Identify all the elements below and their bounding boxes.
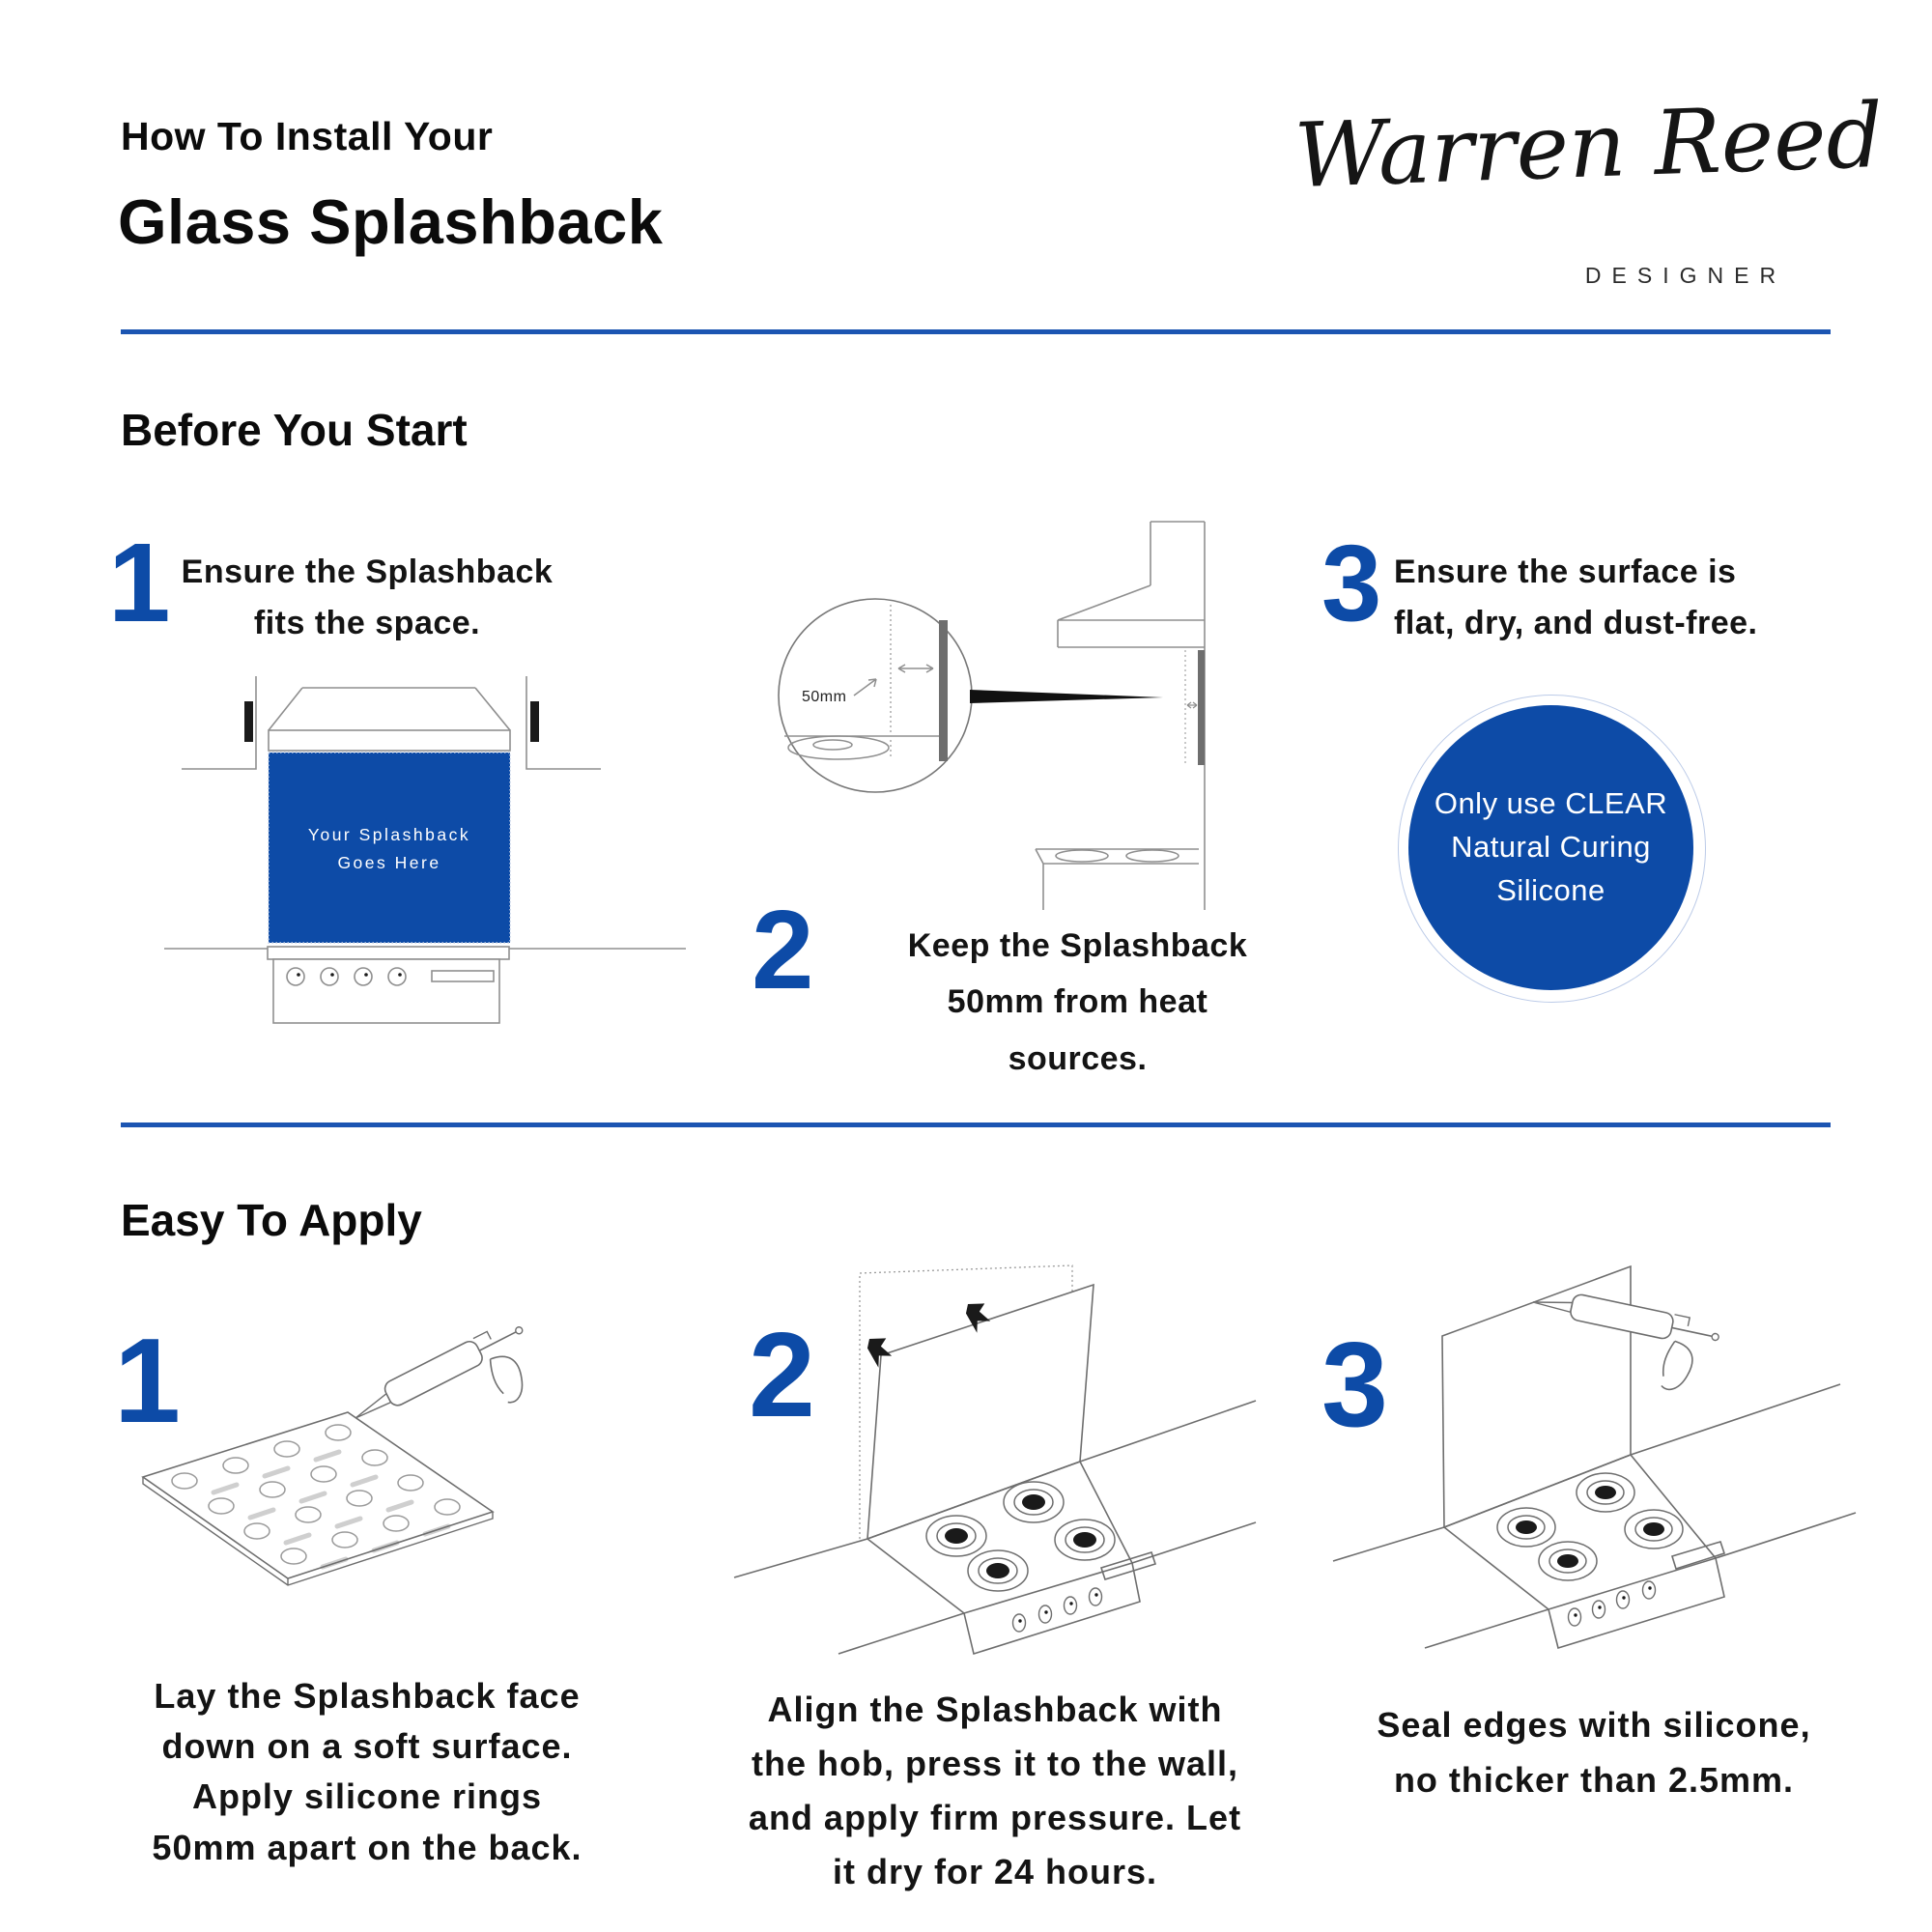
before-step2-line2: 50mm from heat (947, 983, 1208, 1021)
section-heading-before: Before You Start (121, 405, 468, 455)
cabinet-handle-left (244, 701, 253, 742)
section-heading-apply: Easy To Apply (121, 1195, 422, 1245)
splashback-label-line1: Your Splashback (307, 825, 471, 844)
counter-front-right (1132, 1522, 1256, 1563)
brand-logo-subtitle: DESIGNER (1584, 263, 1787, 288)
before-step2-line3: sources. (1008, 1039, 1148, 1077)
callout-sliver (970, 690, 1163, 703)
brand-logo-signature: Warren Reed (1293, 83, 1886, 209)
lay-flat-diagram (97, 1325, 638, 1654)
before-step1-line1: Ensure the Splashback (181, 554, 554, 590)
before-step3-number: 3 (1321, 523, 1382, 643)
page-title-line2: Glass Splashback (118, 186, 664, 257)
counter-back-right (1080, 1401, 1256, 1462)
cooker-hood-body (269, 730, 510, 751)
counter-front-left (838, 1613, 964, 1654)
cooker-front-panel (273, 959, 499, 1023)
heat-clearance-diagram (753, 415, 1314, 913)
counter-back-left (1333, 1527, 1444, 1561)
clearance-arrow-small (1187, 702, 1197, 708)
silicone-badge (1408, 705, 1693, 990)
before-step2-line1: Keep the Splashback (907, 927, 1248, 964)
apply-step3-caption: Seal edges with silicone, no thicker than 2.5mm. (1377, 1705, 1811, 1800)
splashback-label-line2: Goes Here (337, 853, 441, 872)
before-step2-number: 2 (752, 887, 814, 1012)
badge-line1: Only use CLEAR (1434, 786, 1668, 821)
before-step1-line2: fits the space. (253, 604, 481, 641)
fit-space-diagram (164, 674, 686, 1080)
badge-line2: Natural Curing (1451, 830, 1651, 865)
hood-chimney (1151, 522, 1205, 585)
splashback-panel-flat (143, 1412, 493, 1578)
counter-back-left (734, 1539, 867, 1577)
seal-edges-diagram (1319, 1264, 1869, 1689)
counter-front-right (1716, 1513, 1856, 1558)
before-step3-line2: flat, dry, and dust-free. (1394, 604, 1758, 641)
cooker-top-rail (268, 947, 509, 959)
align-press-diagram (715, 1264, 1256, 1689)
apply-step2-number: 2 (749, 1309, 815, 1442)
section-divider (121, 1122, 1831, 1127)
before-step1-number: 1 (108, 520, 171, 645)
counter-back-right (1631, 1384, 1840, 1455)
before-step3-text (1394, 547, 1887, 648)
before-step1-text (179, 547, 555, 648)
apply-step3-number: 3 (1321, 1319, 1388, 1452)
hob-box-side (1036, 849, 1199, 910)
splashback-placeholder-panel (269, 753, 510, 943)
hob-burner-ellipse (1126, 850, 1179, 862)
hood-canopy-side (1058, 585, 1205, 647)
badge-line3: Silicone (1496, 872, 1605, 907)
page-title-line1: How To Install Your (121, 114, 494, 158)
apply-step1-caption: Lay the Splashback face down on a soft surface. Apply silicone rings 50mm apart on the back. (152, 1676, 582, 1867)
cooker-hood-canopy (269, 688, 510, 730)
before-step2-text (848, 918, 1307, 1087)
splashback-panel-tilted (867, 1285, 1094, 1539)
counter-front-left (1425, 1609, 1548, 1648)
cabinet-handle-right (530, 701, 539, 742)
before-step3-line1: Ensure the surface is (1394, 554, 1737, 590)
apply-step1-number: 1 (114, 1315, 181, 1448)
header-divider (121, 329, 1831, 334)
hob-burner-ellipse (1056, 850, 1108, 862)
dimension-label: 50mm (802, 689, 847, 705)
splashback-edge-bar (1198, 650, 1205, 765)
apply-step2-caption: Align the Splashback with the hob, press it to the wall, and apply firm pressure. Let it dry for 24 hours. (748, 1690, 1242, 1892)
splashback-edge-zoomed (939, 620, 948, 761)
cooker-knobs (1569, 1581, 1656, 1626)
